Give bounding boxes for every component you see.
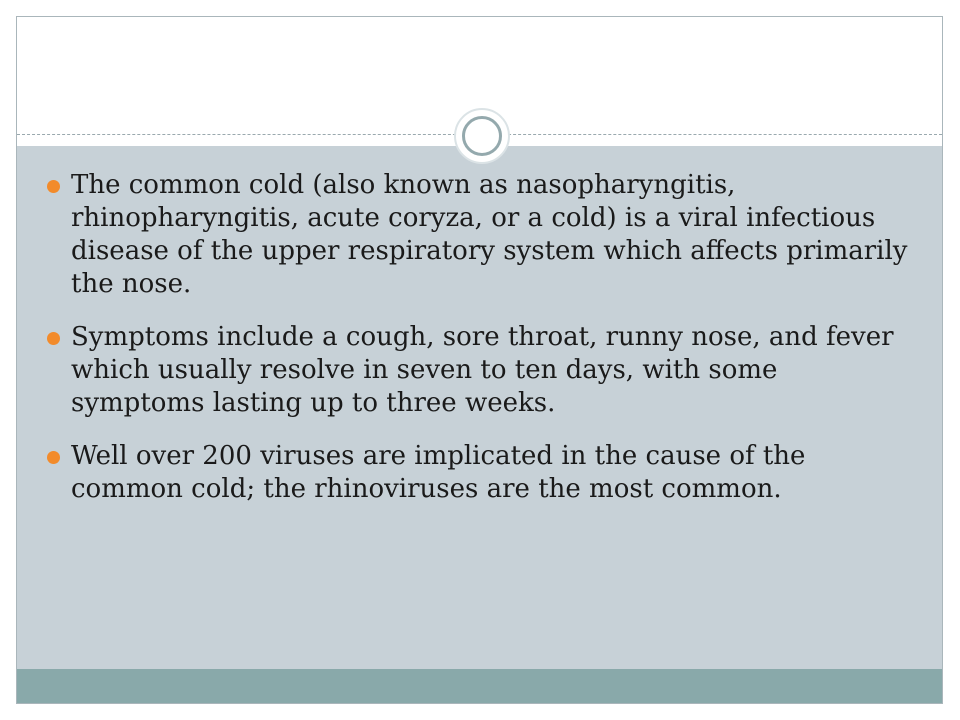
circle-ornament-icon [454,108,510,164]
bullet-text: Symptoms include a cough, sore throat, runny nose, and fever which usually resolve in seven to ten days, with some symptoms lasting up to three weeks. [71,322,894,418]
bullet-text: Well over 200 viruses are implicated in the cause of the common cold; the rhinoviruses are the most common. [71,441,806,504]
orange-dot-bullet-icon [47,180,60,193]
ornament-inner-ring [462,116,502,156]
orange-dot-bullet-icon [47,451,60,464]
bullet-item-2 [47,321,917,420]
orange-dot-bullet-icon [47,332,60,345]
bullet-item-3 [47,440,917,506]
bullet-list [47,169,917,526]
footer-bar [17,669,942,703]
bullet-item-1 [47,169,917,301]
slide-frame [16,16,943,704]
bullet-text: The common cold (also known as nasopharyngitis, rhinopharyngitis, acute coryza, or a cold) is a viral infectious disease of the upper respiratory system which affects primarily the nose. [71,170,908,299]
